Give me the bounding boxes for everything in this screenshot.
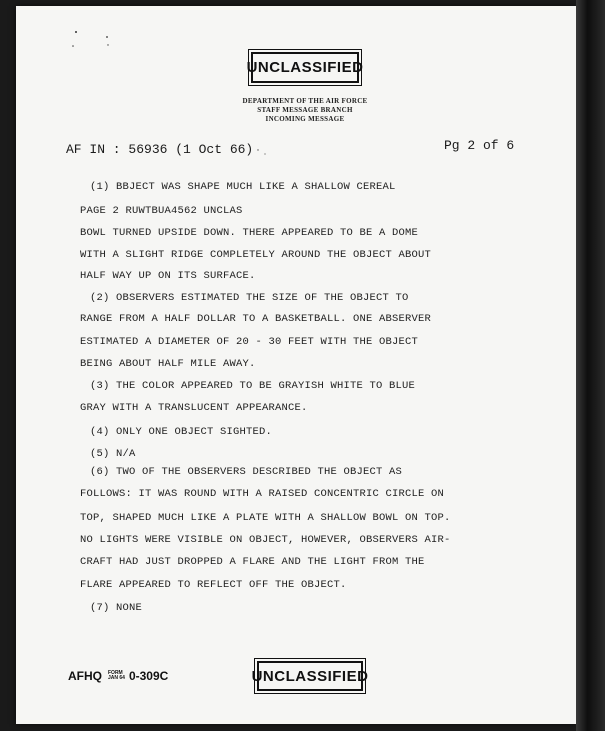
body-line: HALF WAY UP ON ITS SURFACE.	[80, 270, 256, 282]
message-reference: AF IN : 56936 (1 Oct 66)	[66, 142, 254, 157]
body-line: FLARE APPEARED TO REFLECT OFF THE OBJECT.	[80, 579, 347, 591]
classification-stamp-bottom: UNCLASSIFIED	[257, 661, 363, 691]
body-line: BEING ABOUT HALF MILE AWAY.	[80, 358, 256, 370]
form-number	[68, 669, 168, 683]
body-line: FOLLOWS: IT WAS ROUND WITH A RAISED CONCENTRIC CIRCLE ON	[80, 488, 445, 500]
body-line: (4) ONLY ONE OBJECT SIGHTED.	[90, 426, 273, 438]
form-label-top: FORM	[108, 670, 123, 676]
form-label	[108, 671, 125, 681]
form-org: AFHQ	[68, 669, 102, 683]
department-name: DEPARTMENT OF THE AIR FORCE	[242, 97, 368, 105]
form-label-bottom: JAN 64	[108, 675, 125, 681]
department-heading	[220, 97, 390, 124]
classification-stamp-top: UNCLASSIFIED	[251, 52, 359, 83]
page-number: Pg 2 of 6	[444, 138, 515, 153]
message-type: INCOMING MESSAGE	[265, 115, 345, 123]
body-line: (3) THE COLOR APPEARED TO BE GRAYISH WHITE TO BLUE	[90, 380, 416, 392]
body-line: (7) NONE	[90, 602, 143, 614]
body-line: (2) OBSERVERS ESTIMATED THE SIZE OF THE OBJECT TO	[90, 292, 409, 304]
body-line: (5) N/A	[90, 448, 136, 460]
body-line: BOWL TURNED UPSIDE DOWN. THERE APPEARED TO BE A DOME	[80, 227, 419, 239]
body-line: (6) TWO OF THE OBSERVERS DESCRIBED THE OBJECT AS	[90, 466, 403, 478]
body-line: (1) BBJECT WAS SHAPE MUCH LIKE A SHALLOW CEREAL	[90, 181, 396, 193]
body-line: TOP, SHAPED MUCH LIKE A PLATE WITH A SHALLOW BOWL ON TOP.	[80, 512, 451, 524]
scan-edge	[576, 0, 605, 731]
body-line: PAGE 2 RUWTBUA4562 UNCLAS	[80, 205, 243, 217]
form-code: 0-309C	[128, 669, 169, 683]
branch-name: STAFF MESSAGE BRANCH	[257, 106, 353, 114]
body-line: GRAY WITH A TRANSLUCENT APPEARANCE.	[80, 402, 308, 414]
body-line: RANGE FROM A HALF DOLLAR TO A BASKETBALL. ONE ABSERVER	[80, 313, 432, 325]
body-line: NO LIGHTS WERE VISIBLE ON OBJECT, HOWEVER, OBSERVERS AIR-	[80, 534, 451, 546]
body-line: CRAFT HAD JUST DROPPED A FLARE AND THE LIGHT FROM THE	[80, 556, 425, 568]
body-line: WITH A SLIGHT RIDGE COMPLETELY AROUND THE OBJECT ABOUT	[80, 249, 432, 261]
body-line: ESTIMATED A DIAMETER OF 20 - 30 FEET WITH THE OBJECT	[80, 336, 419, 348]
